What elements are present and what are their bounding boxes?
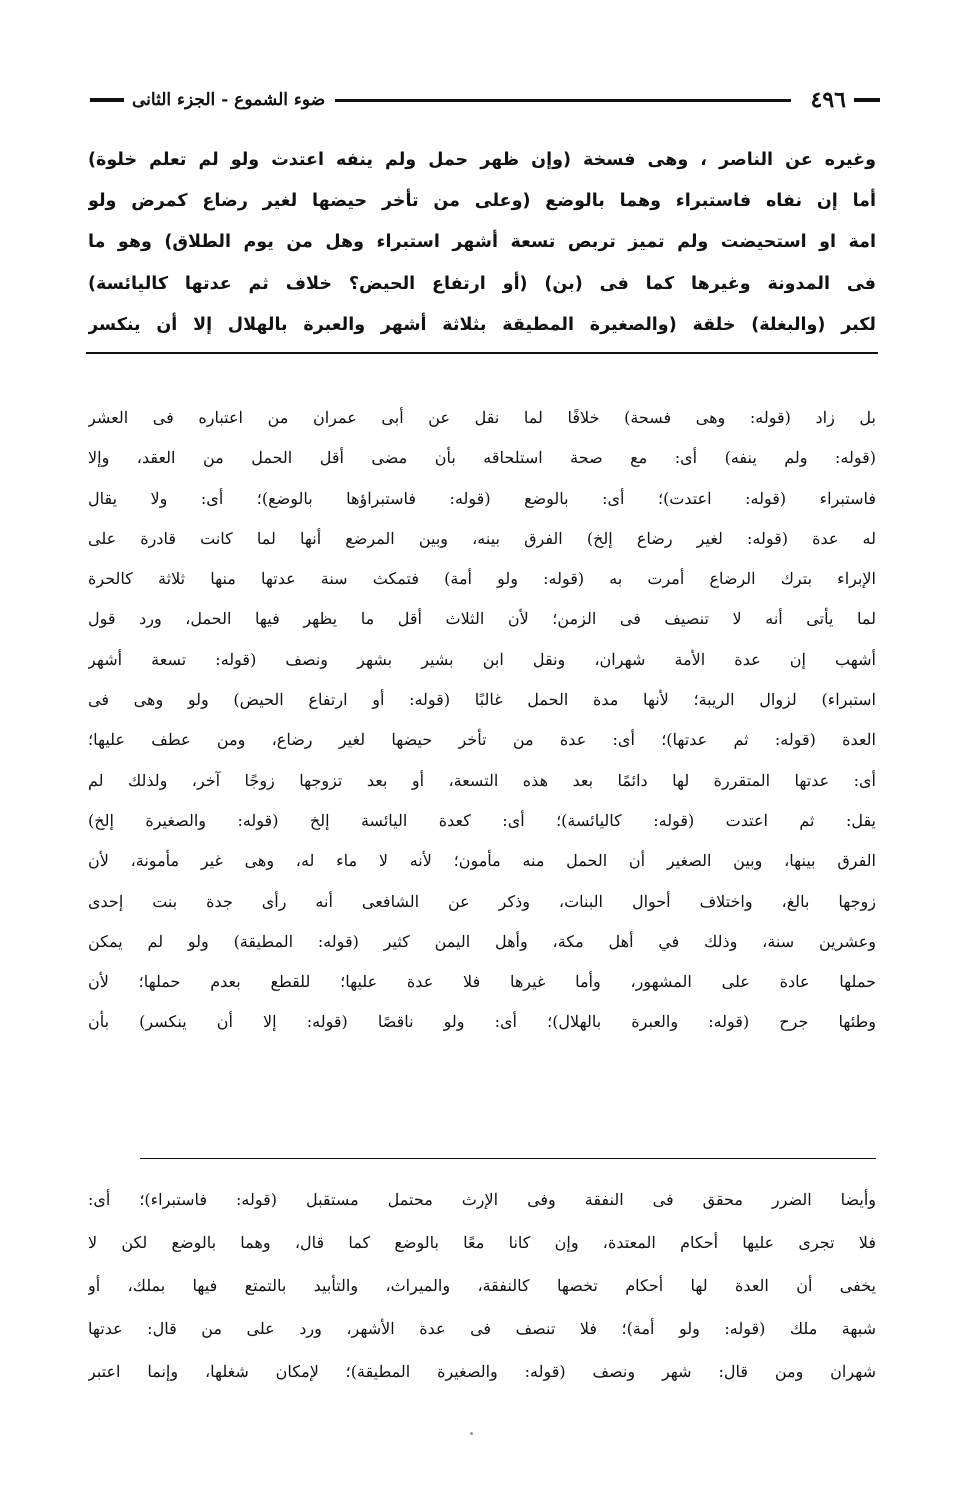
commentary-line: العدة (قوله: ثم عدتها)؛ أى: عدة من تأخر حيضها لغير رضاع، ومن عطف عليها؛	[88, 730, 876, 750]
main-text-separator	[86, 352, 878, 354]
commentary-line: له عدة (قوله: لغير رضاع إلخ) الفرق بينه، وبين المرضع أنها لما كانت قادرة على	[88, 528, 876, 548]
footnote-line: وأيضا الضرر محقق فى النفقة وفى الإرث محتمل مستقبل (قوله: فاستبراء)؛ أى:	[88, 1190, 876, 1209]
commentary-line: زوجها بالغ، واختلاف أحوال البنات، وذكر عن الشافعى أنه رأى جدة بنت إحدى	[88, 891, 876, 911]
commentary-line: حملها عادة على المشهور، وأما غيرها فلا عدة عليها؛ للقطع بعدم حملها؛ لأن	[88, 972, 876, 992]
commentary-line: فاستبراء (قوله: اعتدت)؛ أى: بالوضع (قوله: فاستبراؤها بالوضع)؛ أى: ولا يقال	[88, 488, 876, 508]
footnote-line: شهران ومن قال: شهر ونصف (قوله: والصغيرة المطيقة)؛ لإمكان شغلها، وإنما اعتبر	[88, 1362, 876, 1381]
main-text-line: لكبر (والبغلة) خلقة (والصغيرة المطيقة بثلاثة أشهر والعبرة بالهلال إلا أن ينكسر	[88, 314, 876, 335]
footnote-line: شبهة ملك (قوله: ولو أمة)؛ فلا تنصف فى عدة الأشهر، ورد على من قال: عدتها	[88, 1319, 876, 1338]
commentary-line: لما يأتى أنه لا تنصيف فى الزمن؛ لأن الثلاث أقل ما يظهر فيها الحمل، ورد قول	[88, 609, 876, 629]
commentary-line: الإبراء بترك الرضاع أمرت به (قوله: ولو أمة) فتمكث سنة عدتها منها ثلاثة كالحرة	[88, 569, 876, 589]
page-header	[90, 82, 880, 118]
main-text-line: وغيره عن الناصر ، وهى فسخة (وإن ظهر حمل ولم ينفه اعتدت ولو لم تعلم خلوة)	[88, 150, 876, 170]
running-title: ضوء الشموع - الجزء الثانى	[132, 90, 326, 110]
commentary-line: أشهب إن عدة الأمة شهران، ونقل ابن بشير بشهر ونصف (قوله: تسعة أشهر	[88, 649, 876, 669]
commentary-line: (قوله: ولم ينفه) أى: مع صحة استلحاقه بأن مضى أقل الحمل من العقد، وإلا	[88, 448, 876, 468]
commentary-line: الفرق بينها، وبين الصغير أن الحمل منه مأمون؛ لأنه لا ماء له، وهى غير مأمونة، لأن	[88, 851, 876, 871]
header-dash	[854, 98, 880, 102]
footnote-text	[88, 1178, 876, 1393]
footnote-line: فلا تجرى عليها أحكام المعتدة، وإن كانا معًا بالوضع كما قال، وهما بالوضع لكن لا	[88, 1233, 876, 1252]
commentary-line: استبراء) لزوال الريبة؛ لأنها مدة الحمل غالبًا (قوله: أو ارتفاع الحيض) ولو وهى فى	[88, 690, 876, 710]
commentary-text	[88, 398, 876, 1043]
footnote-line: يخفى أن العدة لها أحكام تخصها كالنفقة، والميراث، والتأبيد بالتمتع فيها بملك، أو	[88, 1276, 876, 1295]
commentary-line: أى: عدتها المتقررة لها دائمًا بعد هذه التسعة، أو بعد تزوجها زوجًا آخر، ولذلك لم	[88, 770, 876, 790]
commentary-line: وطئها جرح (قوله: والعبرة بالهلال)؛ أى: ولو ناقصًا (قوله: إلا أن ينكسر) بأن	[88, 1012, 876, 1032]
page-number: ٤٩٦	[810, 87, 846, 113]
header-rule	[335, 99, 790, 102]
commentary-line: يقل: ثم اعتدت (قوله: كاليائسة)؛ أى: كعدة اليائسة إلخ (قوله: والصغيرة إلخ)	[88, 810, 876, 830]
header-dash-tail	[90, 98, 124, 102]
main-text	[88, 140, 876, 346]
main-text-line: امة او استحيضت ولم تميز تربص تسعة أشهر استبراء وهل من يوم الطلاق) وهو ما	[88, 232, 876, 253]
main-text-line: فى المدونة وغيرها كما فى (بن) (أو ارتفاع الحيض؟ خلاف ثم عدتها كاليائسة)	[88, 273, 876, 294]
main-text-line: أما إن نفاه فاستبراء وهما بالوضع (وعلى من تأخر حيضها لغير رضاع كمرض ولو	[88, 191, 876, 212]
scan-speck	[470, 1432, 473, 1435]
footnote-separator	[140, 1158, 876, 1159]
commentary-line: وعشرين سنة، وذلك في أهل مكة، وأهل اليمن كثير (قوله: المطيقة) ولو لم يمكن	[88, 931, 876, 951]
commentary-line: بل زاد (قوله: وهى فسحة) خلافًا لما نقل عن أبى عمران من اعتباره فى العشر	[88, 408, 876, 427]
